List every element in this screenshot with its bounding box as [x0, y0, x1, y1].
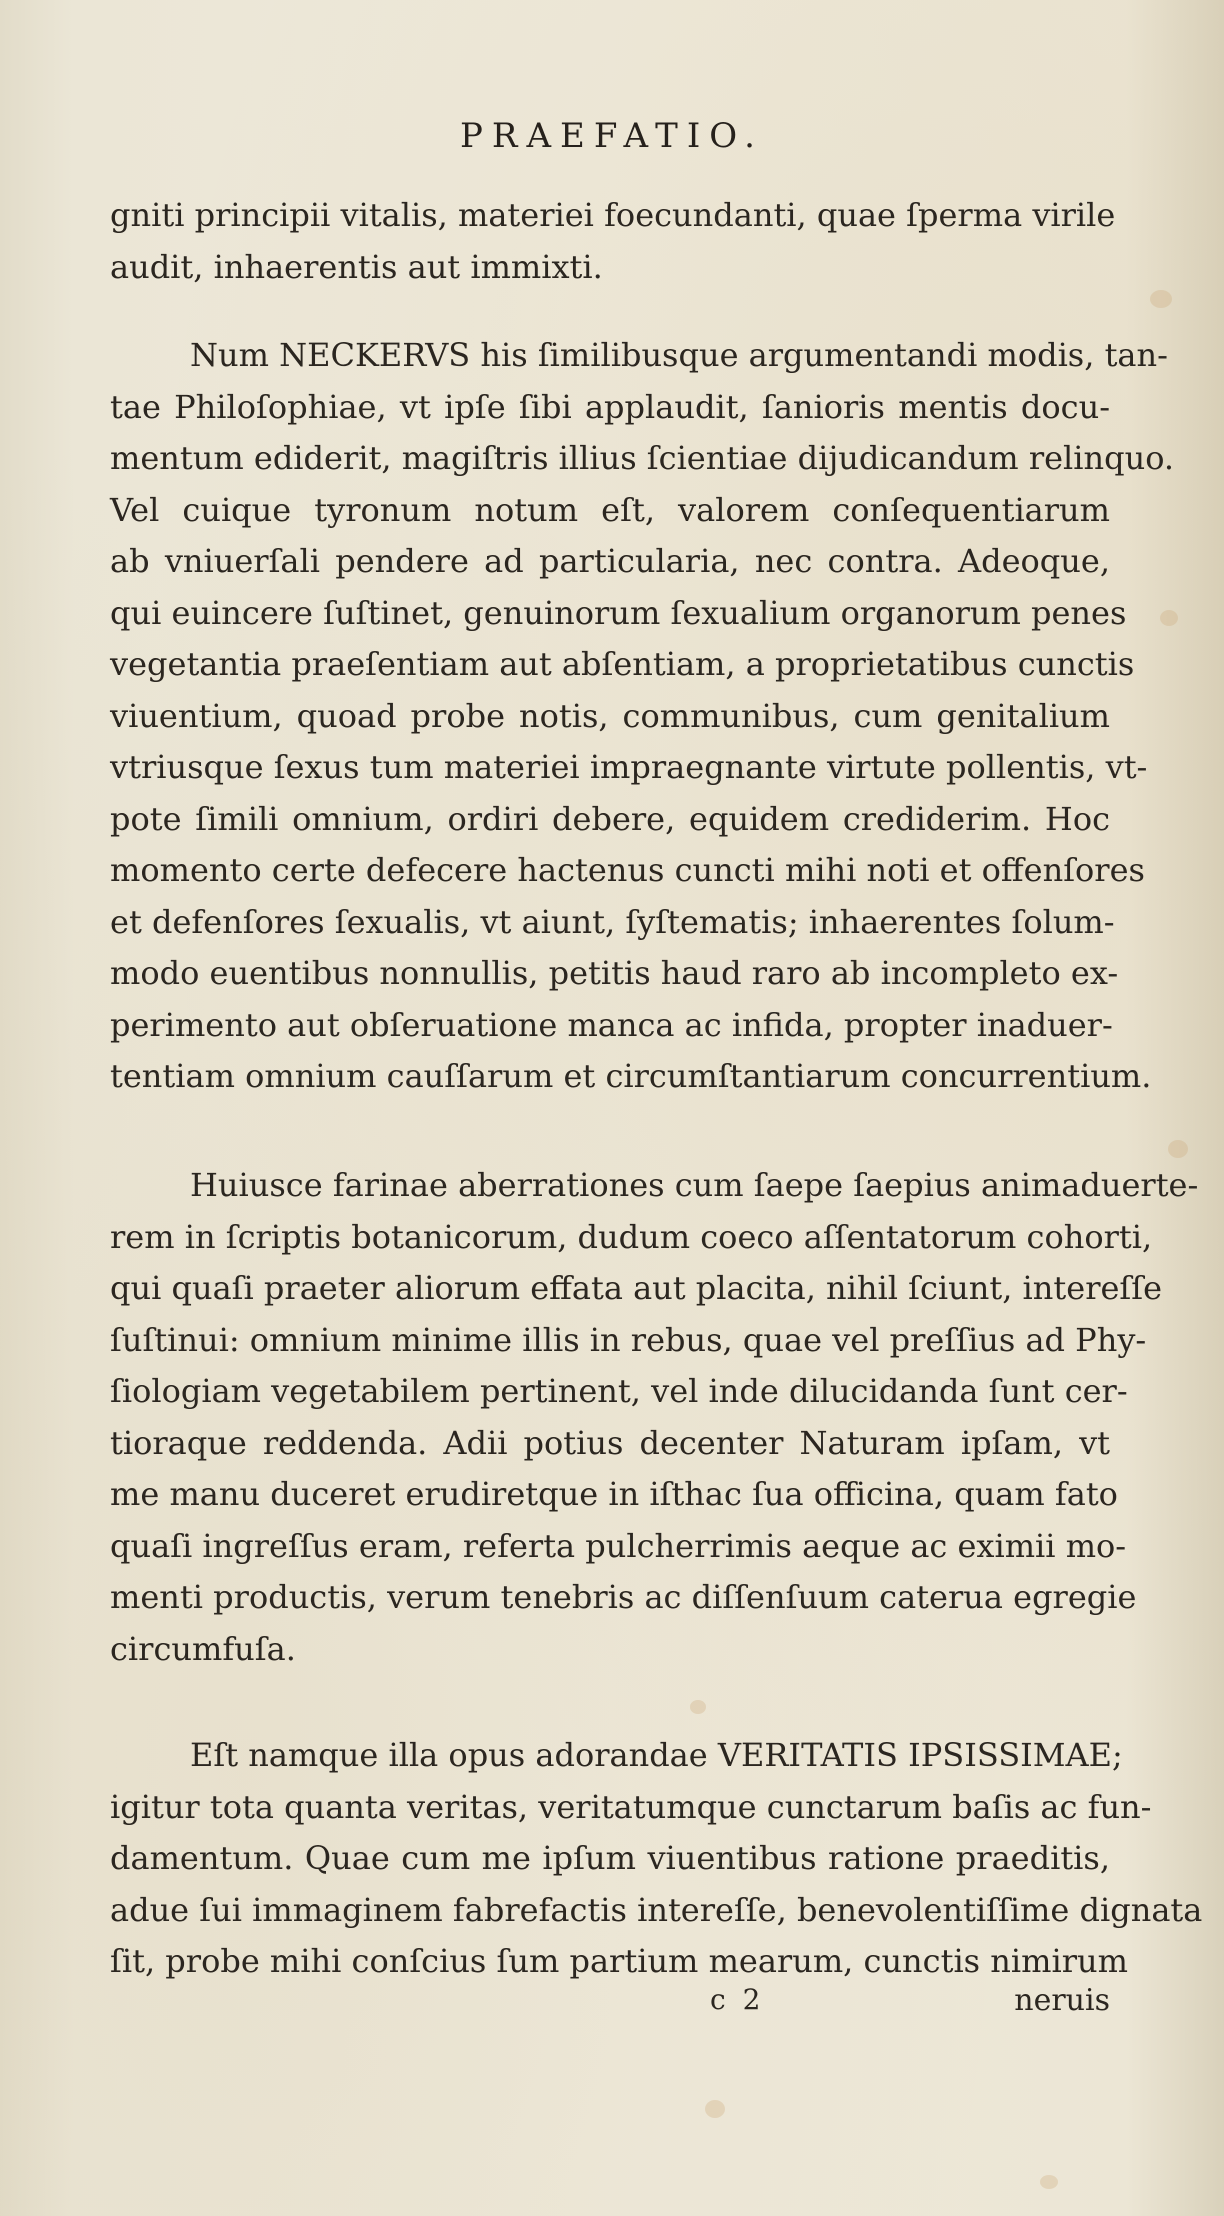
text-line: momento certe defecere hactenus cuncti mihi noti et offenſores — [110, 851, 1145, 889]
paper-stain — [1160, 610, 1178, 626]
text-line: Vel cuique tyronum notum eſt, valorem conſequentiarum — [110, 490, 1110, 529]
text-line: menti productis, verum tenebris ac diſſenſuum caterua egregie — [110, 1578, 1137, 1616]
text-line: viuentium, quoad probe notis, communibus, cum genitalium — [110, 696, 1110, 735]
text-line: mentum ediderit, magiſtris illius ſcientiae dijudicandum relinquo. — [110, 439, 1175, 477]
paragraph-1 — [110, 190, 1116, 293]
text-line: vtriusque ſexus tum materiei impraegnante virtute pollentis, vt- — [110, 748, 1148, 786]
text-line: igitur tota quanta veritas, veritatumque cunctarum baſis ac fun- — [110, 1787, 1152, 1826]
signature-mark: c 2 — [710, 1983, 765, 2016]
text-line: Num NECKERVS his ſimilibusque argumentandi modis, tan- — [190, 336, 1168, 374]
paragraph-4 — [110, 1730, 1203, 1988]
text-line: tae Philoſophiae, vt ipſe ſibi applaudit, ſanioris mentis docu- — [110, 387, 1110, 426]
paper-stain — [705, 2100, 725, 2118]
text-line: circumfuſa. — [110, 1629, 296, 1668]
text-line: rem in ſcriptis botanicorum, dudum coeco aſſentatorum cohorti, — [110, 1217, 1153, 1256]
text-line: gniti principii vitalis, materiei foecundanti, quae ſperma virile — [110, 196, 1116, 234]
text-line: perimento aut obſeruatione manca ac infida, propter inaduer- — [110, 1005, 1113, 1044]
text-line: me manu duceret erudiretque in iſthac ſua officina, quam fato — [110, 1475, 1118, 1513]
text-line: pote ſimili omnium, ordiri debere, equidem crediderim. Hoc — [110, 799, 1110, 838]
running-head: PRAEFATIO. — [460, 116, 764, 156]
paragraph-2 — [110, 330, 1175, 1103]
text-line: qui quaſi praeter aliorum effata aut placita, nihil ſciunt, intereſſe — [110, 1269, 1163, 1307]
text-line: vegetantia praeſentiam aut abſentiam, a proprietatibus cunctis — [110, 645, 1135, 683]
text-line: ſit, probe mihi conſcius ſum partium mearum, cunctis nimirum — [110, 1942, 1128, 1980]
text-line: et defenſores ſexualis, vt aiunt, ſyſtematis; inhaerentes ſolum- — [110, 902, 1115, 941]
text-line: modo euentibus nonnullis, petitis haud raro ab incompleto ex- — [110, 954, 1119, 992]
paper-stain — [690, 1700, 706, 1714]
paper-stain — [1040, 2175, 1058, 2189]
page-footer — [110, 1983, 1110, 2033]
text-line: ſiologiam vegetabilem pertinent, vel inde dilucidanda ſunt cer- — [110, 1372, 1128, 1410]
paragraph-3 — [110, 1160, 1199, 1675]
text-line: damentum. Quae cum me ipſum viuentibus ratione praeditis, — [110, 1839, 1110, 1877]
text-line: quaſi ingreſſus eram, referta pulcherrimis aeque ac eximii mo- — [110, 1526, 1127, 1565]
text-line: audit, inhaerentis aut immixti. — [110, 247, 603, 286]
catchword: neruis — [1014, 1983, 1110, 2018]
text-line: qui euincere ſuſtinet, genuinorum ſexualium organorum penes — [110, 593, 1127, 632]
paper-stain — [1168, 1140, 1188, 1158]
text-line: Eſt namque illa opus adorandae VERITATIS IPSISSIMAE; — [190, 1736, 1123, 1774]
text-line: ab vniuerſali pendere ad particularia, nec contra. Adeoque, — [110, 542, 1110, 580]
text-line: tentiam omnium cauſſarum et circumſtantiarum concurrentium. — [110, 1057, 1152, 1095]
text-line: adue ſui immaginem fabrefactis intereſſe, benevolentiſſime dignata — [110, 1890, 1203, 1929]
text-line: Huiusce farinae aberrationes cum ſaepe ſaepius animaduerte- — [190, 1166, 1199, 1204]
text-line: ſuſtinui: omnium minime illis in rebus, quae vel preſſius ad Phy- — [110, 1320, 1147, 1359]
text-line: tioraque reddenda. Adii potius decenter Naturam ipſam, vt — [110, 1423, 1110, 1462]
paper-stain — [1150, 290, 1172, 308]
